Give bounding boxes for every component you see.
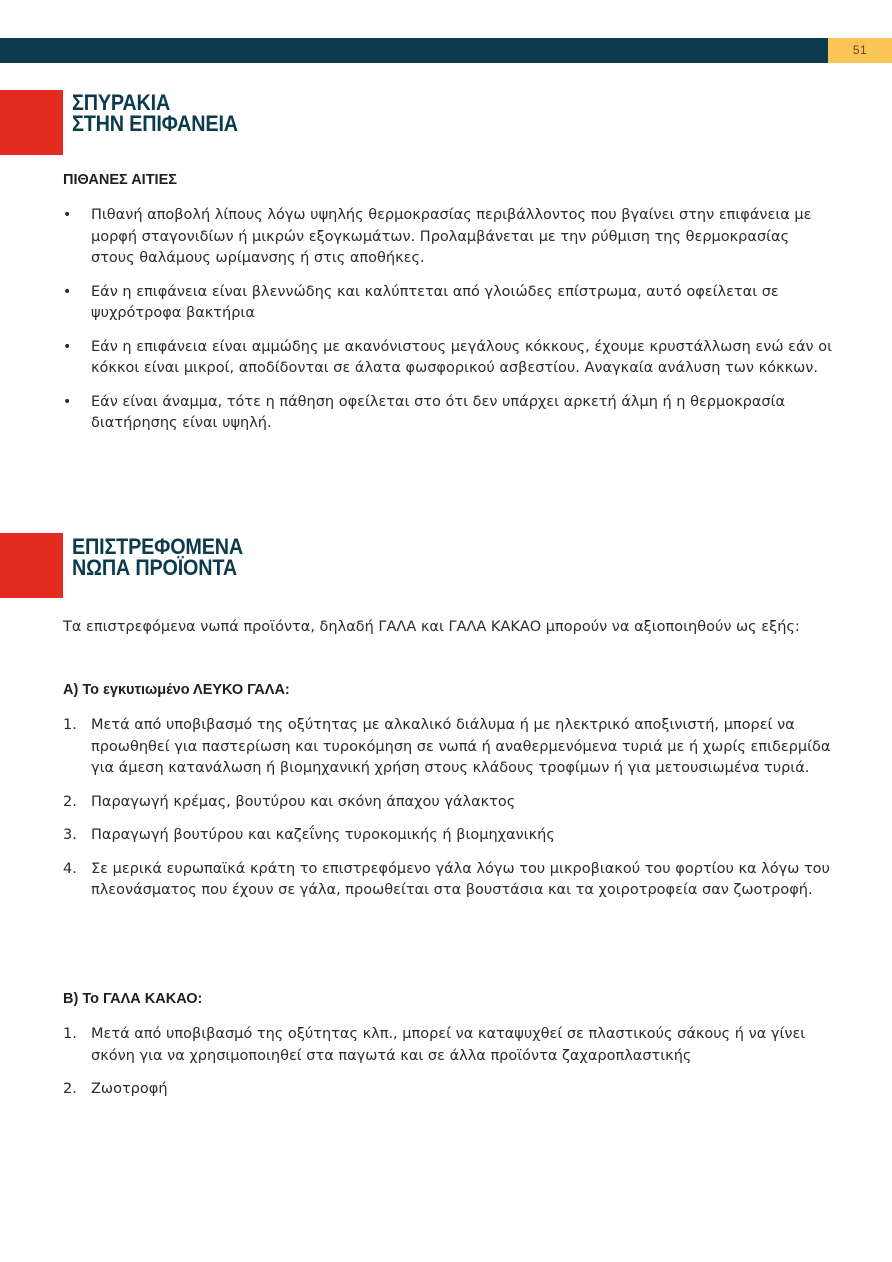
- bullet-icon: •: [63, 393, 72, 410]
- bullet-icon: •: [63, 338, 72, 355]
- section-title-line: ΣΠΥΡΑΚΙΑ: [72, 90, 171, 115]
- section-title-line: ΣΤΗΝ ΕΠΙΦΑΝΕΙΑ: [72, 111, 238, 136]
- section-accent-block: [0, 533, 63, 598]
- item-number: 1.: [63, 717, 77, 733]
- list-item-text: Μετά από υποβιβασμό της οξύτητας κλπ., μπορεί να καταψυχθεί σε πλαστικούς σάκους ή να γίνει σκόνη για να χρησιμοποιηθεί στα παγωτά και σε άλλα προϊόντα ζαχαροπλαστικής: [91, 1026, 806, 1064]
- list-item-text: Παραγωγή κρέμας, βουτύρου και σκόνη άπαχου γάλακτος: [91, 793, 516, 810]
- list-item-text: Ζωοτροφή: [91, 1081, 168, 1097]
- list-item: [63, 715, 833, 780]
- intro-paragraph: Τα επιστρεφόμενα νωπά προϊόντα, δηλαδή ΓΑΛΑ και ΓΑΛΑ ΚΑΚΑΟ μπορούν να αξιοποιηθούν ως εξής:: [63, 619, 800, 635]
- item-number: 2.: [63, 1081, 77, 1097]
- section-title-line: ΕΠΙΣΤΡΕΦΟΜΕΝΑ: [72, 534, 244, 559]
- page-number: 51: [828, 38, 892, 63]
- list-item-text: Πιθανή αποβολή λίπους λόγω υψηλής θερμοκρασίας περιβάλλοντος που βγαίνει στην επιφάνεια με μορφή σταγονιδίων ή μικρών εξογκωμάτων. Προλαμβάνεται με την ρύθμιση της θερμοκρασίας στους θαλάμους ωρίμανσης ή στις αποθήκες.: [91, 207, 812, 266]
- list-item: [63, 859, 833, 902]
- section-accent-block: [0, 90, 63, 155]
- list-item: [63, 792, 833, 814]
- header-bar: [0, 38, 828, 63]
- section-title: [72, 536, 243, 578]
- numbered-list-b: [63, 1024, 833, 1113]
- list-item: [63, 1024, 833, 1067]
- list-item: [63, 205, 833, 270]
- subheading: ΠΙΘΑΝΕΣ ΑΙΤΙΕΣ: [63, 172, 177, 188]
- list-item: [63, 282, 833, 325]
- item-number: 3.: [63, 827, 77, 843]
- bullet-icon: •: [63, 207, 72, 223]
- section-title-line: ΝΩΠΑ ΠΡΟΪΟΝΤΑ: [72, 555, 237, 580]
- subheading-part-b: Β) Το ΓΑΛΑ ΚΑΚΑΟ:: [63, 991, 203, 1007]
- numbered-list-a: [63, 715, 833, 914]
- section-title: [72, 92, 238, 134]
- list-item-text: Σε μερικά ευρωπαϊκά κράτη το επιστρεφόμενο γάλα λόγω του μικροβιακού του φορτίου κα λόγω του πλεονάσματος που έχουν σε γάλα, προωθείται στα βουστάσια και τα χοιροτροφεία σαν ζωοτροφή.: [91, 860, 830, 898]
- item-number: 4.: [63, 860, 77, 877]
- bullet-list: [63, 205, 833, 447]
- list-item-text: Εάν είναι άναμμα, τότε η πάθηση οφείλεται στο ότι δεν υπάρχει αρκετή άλμη ή η θερμοκρασία διατήρησης είναι υψηλή.: [91, 393, 786, 431]
- list-item-text: Εάν η επιφάνεια είναι αμμώδης με ακανόνιστους μεγάλους κόκκους, έχουμε κρυστάλλωση ενώ εάν οι κόκκοι είναι μικροί, αποδίδονται σε άλατα φωσφορικού ασβεστίου. Αναγκαία ανάλυση των κόκκων.: [91, 338, 832, 376]
- subheading-part-a: Α) Το εγκυτιωμένο ΛΕΥΚΟ ΓΑΛΑ:: [63, 682, 290, 698]
- list-item: [63, 1079, 833, 1101]
- bullet-icon: •: [63, 283, 72, 300]
- list-item-text: Παραγωγή βουτύρου και καζεΐνης τυροκομικής ή βιομηχανικής: [91, 827, 555, 843]
- list-item-text: Μετά από υποβιβασμό της οξύτητας με αλκαλικό διάλυμα ή με ηλεκτρικό αποξινιστή, μπορεί να προωθηθεί για παστερίωση και τυροκόμηση σε νωπά ή αναθερμενόμενα τυριά με ή χωρίς επιδερμίδα για άμεση κατανάλωση ή βιομηχανική χρήση στους κλάδους τροφίμων ή για μετουσιωμένα τυριά.: [91, 717, 831, 776]
- item-number: 1.: [63, 1026, 77, 1042]
- item-number: 2.: [63, 793, 77, 810]
- list-item: [63, 392, 833, 435]
- list-item-text: Εάν η επιφάνεια είναι βλεννώδης και καλύπτεται από γλοιώδες επίστρωμα, αυτό οφείλεται σε ψυχρότροφα βακτήρια: [91, 283, 779, 321]
- list-item: [63, 825, 833, 847]
- list-item: [63, 337, 833, 380]
